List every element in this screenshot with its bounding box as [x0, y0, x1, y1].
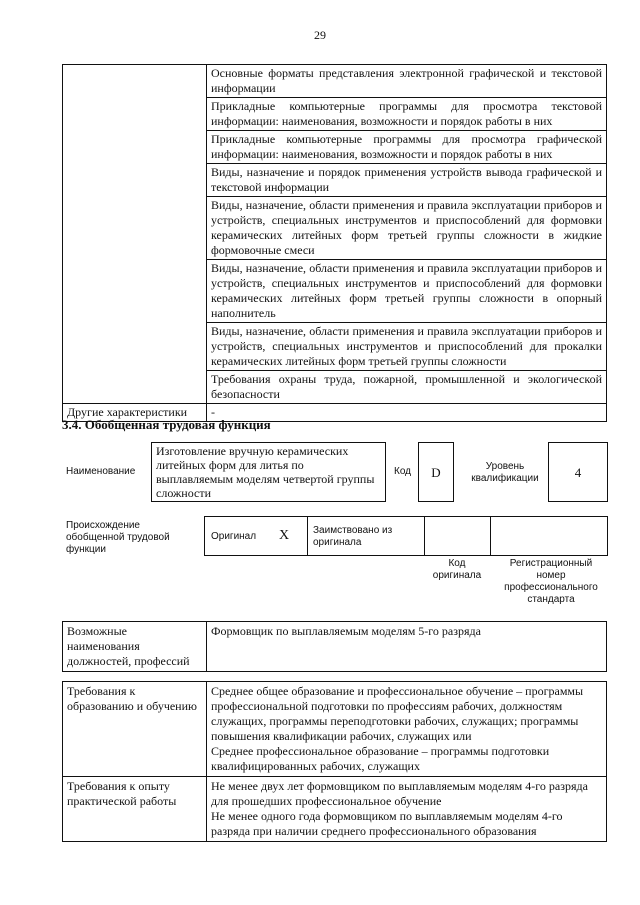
knowledge-label-cell: [63, 65, 207, 404]
requirement-line: Среднее профессиональное образование – программы подготовки квалифицированных рабочих, служащих: [211, 744, 550, 773]
requirements-table: [62, 681, 607, 842]
section-title: 3.4. Обобщенная трудовая функция: [62, 417, 271, 432]
experience-requirements-value: [207, 777, 607, 842]
divider: [307, 517, 308, 555]
page-number: 29: [314, 28, 326, 42]
knowledge-item: Основные форматы представления электронной графической и текстовой информации: [207, 65, 607, 98]
original-mark: X: [279, 528, 290, 543]
original-label: Оригинал: [211, 531, 257, 542]
borrowed-label: Заимствовано из оригинала: [313, 525, 393, 548]
code-original-label: Код оригинала: [432, 558, 482, 581]
gtf-level-value: 4: [548, 442, 608, 502]
origin-box: [204, 516, 608, 556]
other-characteristics-label: Другие характеристики: [63, 404, 207, 422]
positions-label: Возможные наименования должностей, профессий: [63, 622, 207, 672]
education-requirements-label: Требования к образованию и обучению: [63, 682, 207, 777]
origin-label: Происхождение обобщенной трудовой функции: [66, 520, 170, 555]
name-label: Наименование: [66, 466, 136, 477]
gtf-code-value: D: [418, 442, 454, 502]
knowledge-item: Прикладные компьютерные программы для просмотра текстовой информации: наименования, возможности и порядок работы в них: [207, 98, 607, 131]
gtf-name-value: Изготовление вручную керамических литейных форм для литья по выплавляемым моделям четвертой группы сложности: [151, 442, 386, 502]
knowledge-item: Требования охраны труда, пожарной, промышленной и экологической безопасности: [207, 371, 607, 404]
requirement-line: Не менее двух лет формовщиком по выплавляемым моделям 4-го разряда для прошедших профессиональное обучение: [211, 779, 588, 808]
knowledge-table: [62, 64, 607, 422]
requirement-line: Не менее одного года формовщиком по выплавляемым моделям 4-го разряда при наличии среднего профессионального образования: [211, 809, 563, 838]
knowledge-item: Прикладные компьютерные программы для просмотра графической информации: наименования, возможности и порядок работы в них: [207, 131, 607, 164]
knowledge-item: Виды, назначение, области применения и правила эксплуатации приборов и устройств, специальных инструментов и приспособлений для прокалки керамических литейных форм третьей группы сложности: [207, 323, 607, 371]
divider: [490, 517, 491, 555]
other-characteristics-value: -: [207, 404, 607, 422]
knowledge-item: Виды, назначение, области применения и правила эксплуатации приборов и устройств, специальных инструментов и приспособлений для формовки керамических литейных форм третьей группы сложности в опорный наполнитель: [207, 260, 607, 323]
reg-number-label: Регистрационный номер профессионального стандарта: [504, 558, 598, 605]
knowledge-item: Виды, назначение и порядок применения устройств вывода графической и текстовой информации: [207, 164, 607, 197]
positions-table: [62, 621, 607, 672]
knowledge-item: Виды, назначение, области применения и правила эксплуатации приборов и устройств, специальных инструментов и приспособлений для формовки керамических литейных форм третьей группы сложности в жидкие формовочные смеси: [207, 197, 607, 260]
divider: [424, 517, 425, 555]
code-label: Код: [394, 466, 412, 477]
education-requirements-value: [207, 682, 607, 777]
requirement-line: Среднее общее образование и профессиональное обучение – программы профессиональной подготовки по профессиям рабочих, должностям служащих, программы переподготовки рабочих, служащих; программы повышения квалификации рабочих, служащих или: [211, 684, 584, 743]
experience-requirements-label: Требования к опыту практической работы: [63, 777, 207, 842]
level-label: Уровень квалификации: [471, 461, 539, 484]
positions-value: Формовщик по выплавляемым моделям 5-го разряда: [207, 622, 607, 672]
